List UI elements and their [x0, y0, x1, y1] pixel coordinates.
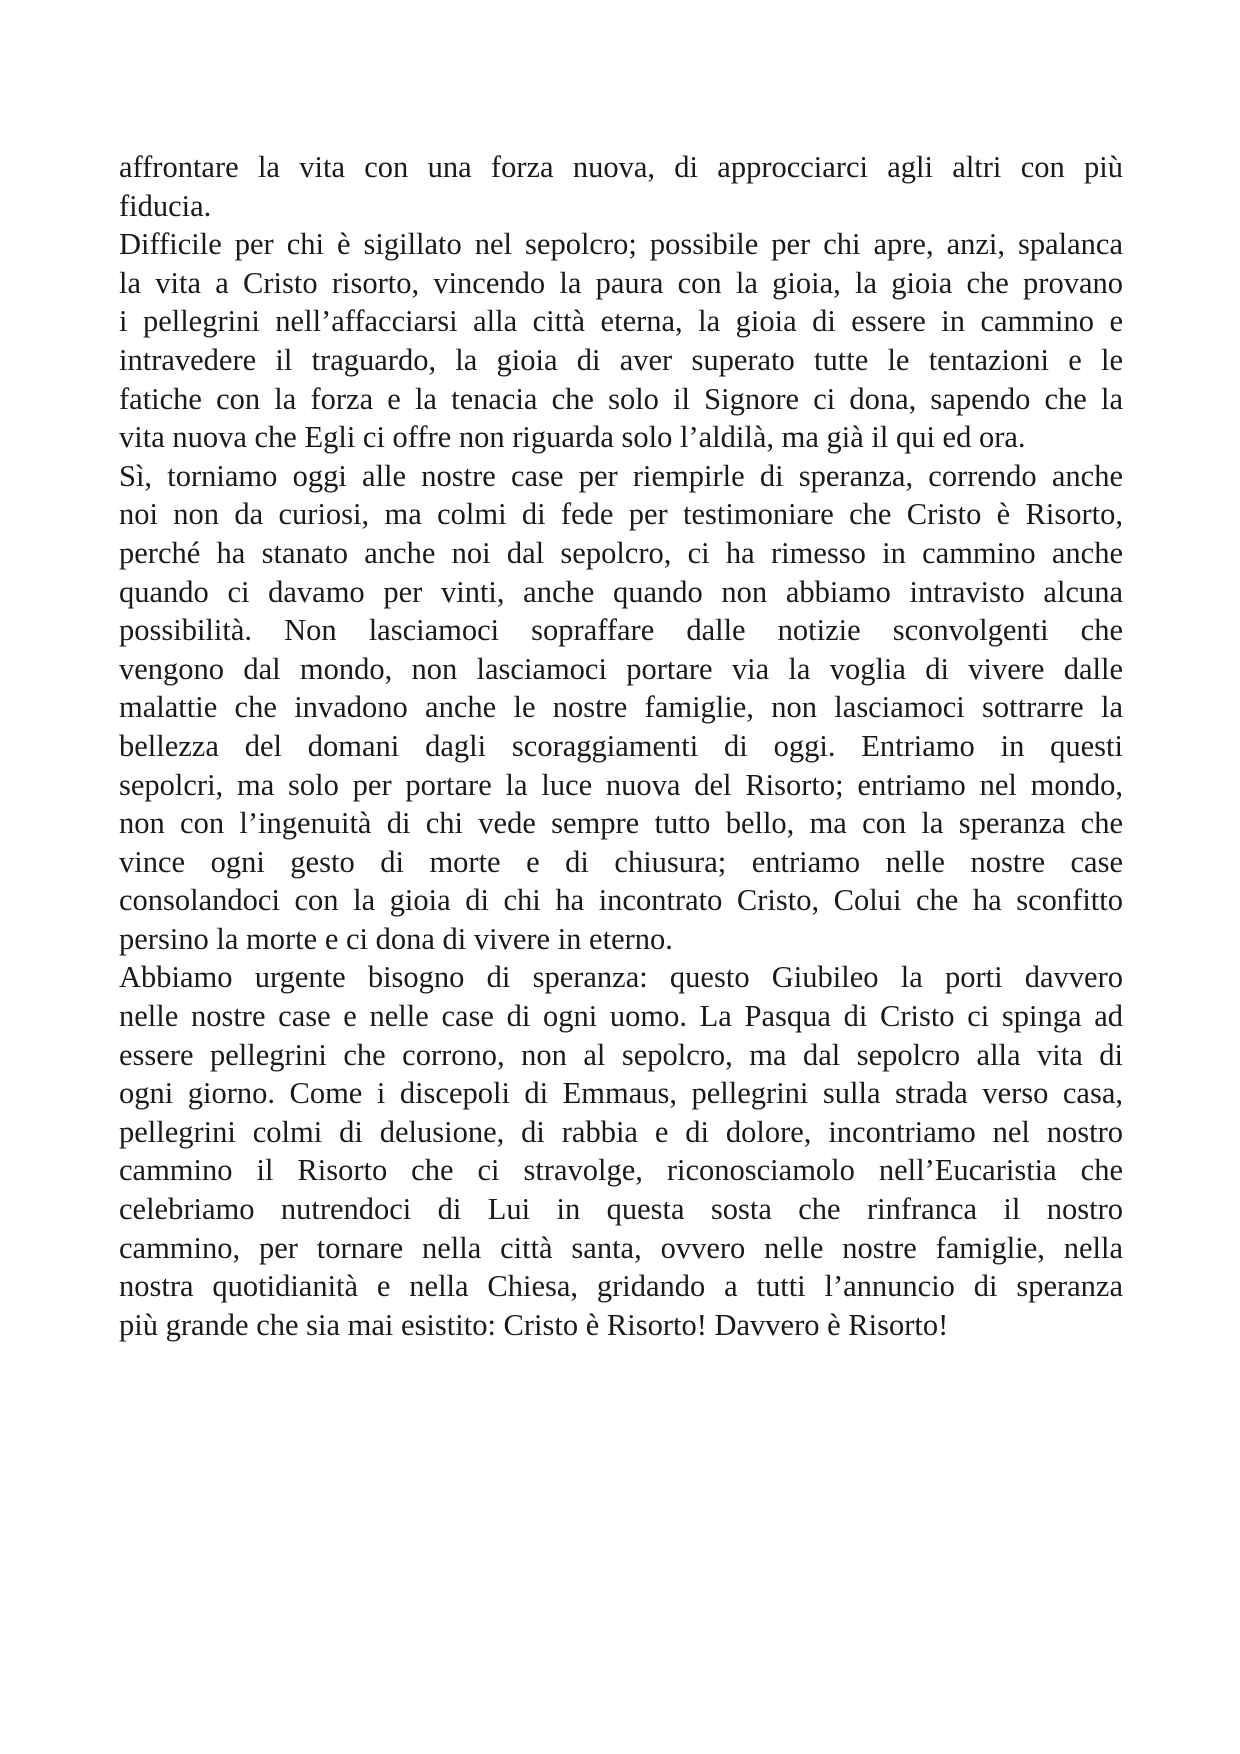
- text-line: quando ci davamo per vinti, anche quando non abbiamo intravisto alcuna: [119, 574, 1123, 609]
- text-line: bellezza del domani dagli scoraggiamenti di oggi. Entriamo in questi: [119, 728, 1123, 763]
- text-line: noi non da curiosi, ma colmi di fede per testimoniare che Cristo è Risorto,: [119, 497, 1123, 532]
- text-line: i pellegrini nell’affacciarsi alla città eterna, la gioia di essere in cammino e: [119, 304, 1123, 339]
- text-line: Abbiamo urgente bisogno di speranza: questo Giubileo la porti davvero: [119, 960, 1123, 995]
- text-line: possibilità. Non lasciamoci sopraffare dalle notizie sconvolgenti che: [119, 613, 1123, 648]
- text-line: cammino il Risorto che ci stravolge, riconosciamolo nell’Eucaristia che: [119, 1153, 1123, 1188]
- text-line: nelle nostre case e nelle case di ogni uomo. La Pasqua di Cristo ci spinga ad: [119, 999, 1123, 1034]
- text-line: vince ogni gesto di morte e di chiusura; entriamo nelle nostre case: [119, 844, 1123, 879]
- paragraph: [119, 958, 1123, 1344]
- text-line: intravedere il traguardo, la gioia di aver superato tutte le tentazioni e le: [119, 342, 1123, 377]
- text-line: malattie che invadono anche le nostre famiglie, non lasciamoci sottrarre la: [119, 690, 1123, 725]
- text-line: celebriamo nutrendoci di Lui in questa sosta che rinfranca il nostro: [119, 1192, 1123, 1227]
- text-line: Sì, torniamo oggi alle nostre case per riempirle di speranza, correndo anche: [119, 458, 1123, 493]
- text-line: sepolcri, ma solo per portare la luce nuova del Risorto; entriamo nel mondo,: [119, 767, 1123, 802]
- text-line: ogni giorno. Come i discepoli di Emmaus, pellegrini sulla strada verso casa,: [119, 1076, 1123, 1111]
- paragraph: [119, 225, 1123, 457]
- text-line: vita nuova che Egli ci offre non riguarda solo l’aldilà, ma già il qui ed ora.: [119, 420, 1026, 455]
- text-line: la vita a Cristo risorto, vincendo la paura con la gioia, la gioia che provano: [119, 265, 1123, 300]
- paragraph: [119, 148, 1123, 225]
- text-line: Difficile per chi è sigillato nel sepolcro; possibile per chi apre, anzi, spalanca: [119, 227, 1123, 262]
- text-line: pellegrini colmi di delusione, di rabbia e di dolore, incontriamo nel nostro: [119, 1114, 1123, 1149]
- text-line: non con l’ingenuità di chi vede sempre tutto bello, ma con la speranza che: [119, 806, 1123, 841]
- text-line: cammino, per tornare nella città santa, ovvero nelle nostre famiglie, nella: [119, 1230, 1123, 1265]
- text-line: consolandoci con la gioia di chi ha incontrato Cristo, Colui che ha sconfitto: [119, 883, 1123, 918]
- paragraph: [119, 457, 1123, 959]
- text-line: affrontare la vita con una forza nuova, di approcciarci agli altri con più: [119, 150, 1123, 184]
- text-line: fiducia.: [119, 188, 212, 223]
- text-line: più grande che sia mai esistito: Cristo è Risorto! Davvero è Risorto!: [119, 1307, 949, 1342]
- document-body: [119, 148, 1123, 1344]
- text-line: fatiche con la forza e la tenacia che solo il Signore ci dona, sapendo che la: [119, 381, 1123, 416]
- text-line: vengono dal mondo, non lasciamoci portare via la voglia di vivere dalle: [119, 651, 1123, 686]
- text-line: perché ha stanato anche noi dal sepolcro, ci ha rimesso in cammino anche: [119, 535, 1123, 570]
- text-line: persino la morte e ci dona di vivere in eterno.: [119, 921, 673, 956]
- text-line: essere pellegrini che corrono, non al sepolcro, ma dal sepolcro alla vita di: [119, 1037, 1123, 1072]
- text-line: nostra quotidianità e nella Chiesa, gridando a tutti l’annuncio di speranza: [119, 1269, 1123, 1304]
